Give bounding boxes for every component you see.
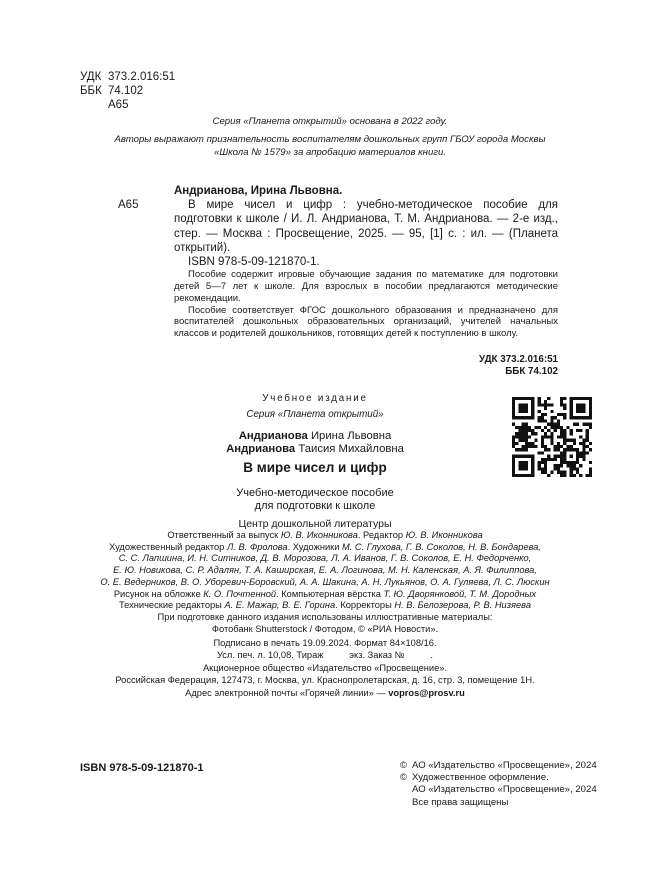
imprint-authors [170,430,460,456]
editorial-center: Центр дошкольной литературы [238,518,392,530]
credits-line: Технические редакторы А. Е. Мажар, В. Е. Горина. Корректоры Н. В. Белозерова, Р. В. Низяева [118,600,532,611]
acknowledgement-line-2: «Школа № 1579» за апробацию материалов книги. [213,146,447,158]
illustrations-note: При подготовке данного издания использованы иллюстративные материалы: Фотобанк Shutterstock / Фотодом, © «РИА Новости». [157,612,493,634]
card-description: В мире чисел и цифр : учебно-методическое пособие для подготовки к школе / И. Л. Андрианова, Т. М. Андрианова. — 2-е изд., стер. — Москва : Просвещение, 2025. — 95, [1] с. : ил. — (Планета открытий). [174,199,558,254]
copyright-icon: © [400,772,408,784]
credits-line: Ответственный за выпуск Ю. В. Иконникова. Редактор Ю. В. Иконникова [167,530,483,540]
card-isbn: ISBN 978-5-09-121870-1. [188,256,320,269]
udk-value: 373.2.016:51 [108,71,176,83]
imprint-author: Андрианова Ирина Львовна [238,430,392,442]
hotline-email: vopros@prosv.ru [388,688,465,698]
udk-label: УДК [80,71,102,83]
annotation-paragraph: Пособие соответствует ФГОС дошкольного образования и предназначено для воспитателей дошкольных образовательных организаций, учителей начальных классов и родителей дошкольников, готовящих детей к поступлению в школу. [174,304,558,340]
imprint-author: Андрианова Таисия Михайловна [226,443,404,455]
credits-line: Рисунок на обложке К. О. Почтенной. Компьютерная вёрстка Т. Ю. Дворянковой, Т. М. Дородных [113,588,537,599]
credits-line: Е. Ю. Новикова, С. Р. Адалян, Т. А. Каширская, Е. А. Логинова, М. Н. Каленская, А. Я. Филиппова, [113,565,537,576]
card-bbk: ББК 74.102 [505,366,558,377]
annotation-paragraph: Пособие содержит игровые обучающие задания по математике для подготовки детей 5—7 лет к школе. Для взрослых в пособии предлагаются методические рекомендации. [174,269,558,304]
bbk-value: 74.102 [108,85,144,97]
credits-line: О. Е. Ведерников, В. О. Уборевич-Боровский, А. А. Шакина, А. Н. Лукьянов, О. А. Гуляева, Л. С. Люскин [100,576,550,587]
copyright-icon: © [400,760,408,771]
qr-code-icon [512,397,592,477]
card-index: А65 [118,199,139,212]
edition-type: Учебное издание [262,393,368,404]
card-udk: УДК 373.2.016:51 [478,354,558,365]
acknowledgement-line-1: Авторы выражают признательность воспитателям дошкольных групп ГБОУ города Москвы [114,134,546,145]
credits-line: С. С. Лапшина, И. Н. Ситников, Д. В. Морозова, Л. А. Иванов, Г. В. Соколов, Е. Н. Федорченко, [118,553,532,564]
footer-isbn: ISBN 978-5-09-121870-1 [80,762,204,774]
print-info: Подписано в печать 19.09.2024. Формат 84×108/16. Усл. печ. л. 10,08. Тираж экз. Заказ № . [213,638,437,660]
card-annotation [118,269,558,340]
card-author-heading: Андрианова, Ирина Львовна. [174,185,343,197]
credits-line: Художественный редактор Л. В. Фролова. Художники М. С. Глухова, Г. В. Соколов, Н. В. Бондарева, [109,541,541,552]
card-codes [118,354,558,378]
publisher-info: Акционерное общество «Издательство «Просвещение». Российская Федерация, 127473, г. Москва, ул. Краснопролетарская, д. 16, стр. 3, помещение 1Н. [115,663,535,685]
hotline: Адрес электронной почты «Горячей линии» — vopros@prosv.ru [185,688,465,698]
imprint-series: Серия «Планета открытий» [246,409,384,420]
acknowledgement [70,134,590,159]
series-note: Серия «Планета открытий» основана в 2022 году. [212,116,448,127]
bbk-label: ББК [80,85,102,97]
copyright-block: © АО «Издательство «Просвещение», 2024 © Художественное оформление. АО «Издательство «Просвещение», 2024 Все права защищены [400,760,597,808]
credits [60,530,590,612]
book-subtitle: Учебно-методическое пособие для подготовки к школе [236,487,394,512]
bibliographic-card [118,184,558,378]
book-title: В мире чисел и цифр [243,460,387,475]
author-mark: А65 [108,99,129,111]
classification-block [80,70,175,112]
